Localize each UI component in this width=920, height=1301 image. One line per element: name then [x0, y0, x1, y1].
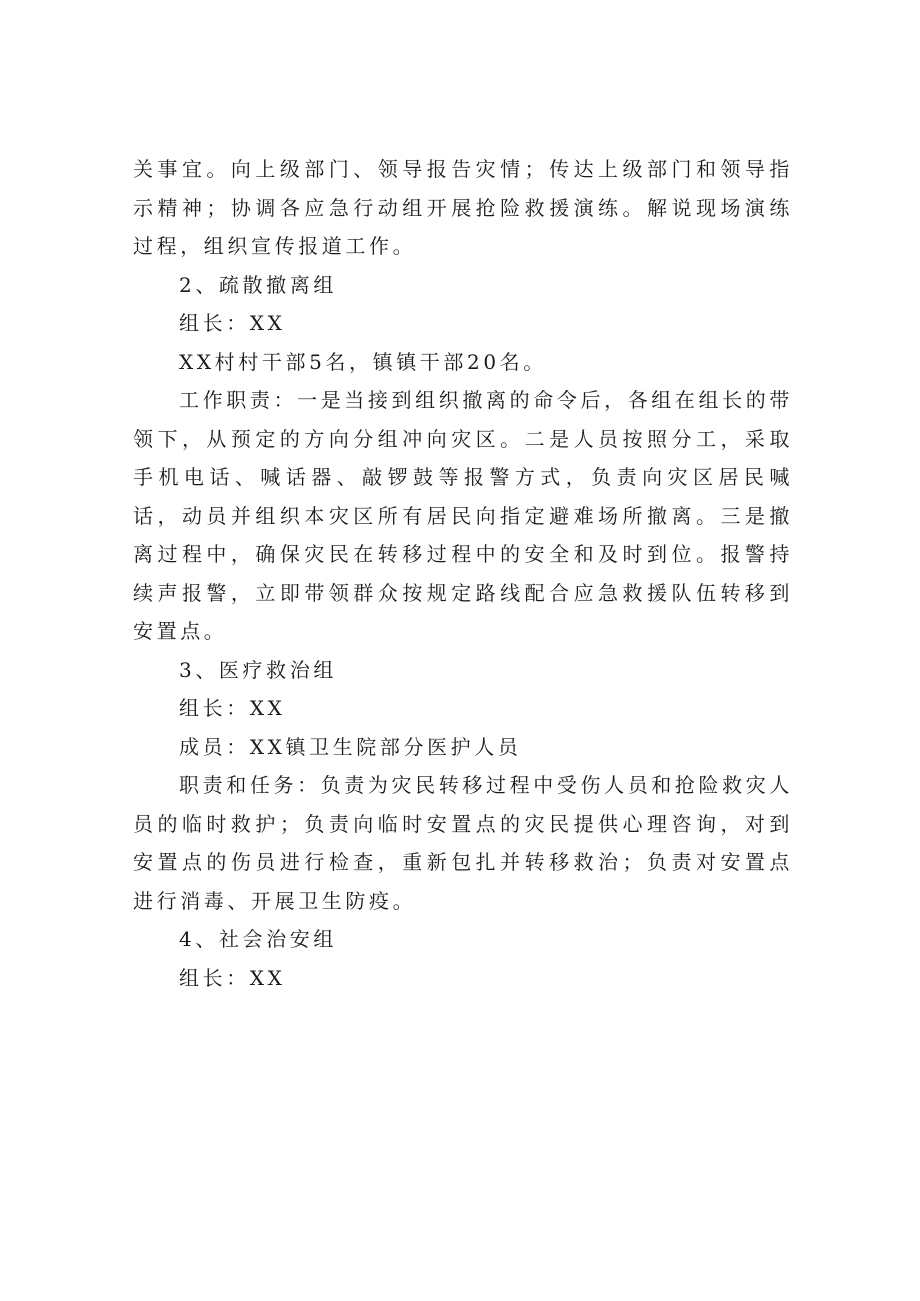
- paragraph-continuation-duties: 关事宜。向上级部门、领导报告灾情；传达上级部门和领导指示精神；协调各应急行动组开展抢险救援演练。解说现场演练过程，组织宣传报道工作。: [133, 157, 793, 258]
- heading-security-group: 4、社会治安组: [179, 927, 337, 951]
- evacuation-group-duties: 工作职责：一是当接到组织撤离的命令后，各组在组长的带领下，从预定的方向分组冲向灾区。二是人员按照分工，采取手机电话、喊话器、敲锣鼓等报警方式，负责向灾区居民喊话，动员并组织本灾区所有居民向指定避难场所撤离。三是撤离过程中，确保灾民在转移过程中的安全和及时到位。报警持续声报警，立即带领群众按规定路线配合应急救援队伍转移到安置点。: [133, 388, 793, 643]
- evacuation-group-members: XX村村干部5名，镇镇干部20名。: [179, 349, 547, 374]
- medical-group-leader: 组长：XX: [179, 696, 286, 720]
- document-page: [133, 150, 793, 997]
- medical-group-members: 成员：XX镇卫生院部分医护人员: [179, 734, 522, 759]
- medical-group-duties: 职责和任务：负责为灾民转移过程中受伤人员和抢险救灾人员的临时救护；负责向临时安置点的灾民提供心理咨询，对到安置点的伤员进行检查，重新包扎并转移救治；负责对安置点进行消毒、开展卫生防疫。: [133, 773, 793, 913]
- security-group-leader: 组长：XX: [179, 965, 286, 990]
- evacuation-group-leader: 组长：XX: [179, 311, 286, 335]
- heading-evacuation-group: 2、疏散撤离组: [179, 272, 337, 297]
- heading-medical-group: 3、医疗救治组: [179, 657, 337, 682]
